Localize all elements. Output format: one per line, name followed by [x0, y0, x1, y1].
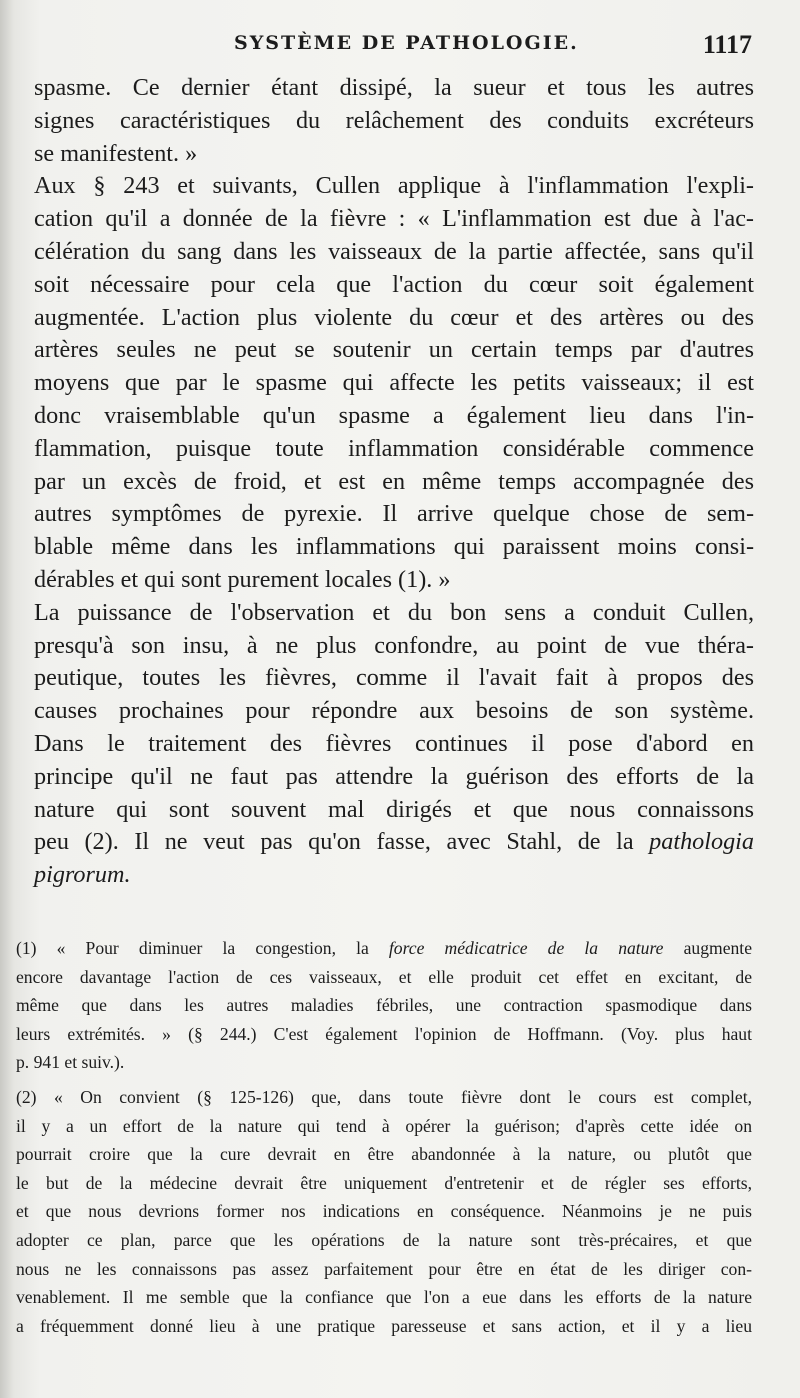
text-line: La puissance de l'observation et du bon sens a conduit Cullen,	[34, 598, 754, 626]
text-line	[34, 826, 754, 859]
main-text	[34, 72, 754, 892]
text-line: Dans le traitement des fièvres continues il pose d'abord en	[34, 729, 754, 757]
text-line: Aux § 243 et suivants, Cullen applique à l'inflammation l'expli-	[34, 172, 754, 200]
text-line: spasme. Ce dernier étant dissipé, la sueur et tous les autres	[34, 74, 754, 101]
text-line: moyens que par le spasme qui affecte les petits vaisseaux; il est	[34, 369, 754, 397]
text-span: augmente	[683, 938, 752, 958]
footnote-line: (2) « On convient (§ 125-126) que, dans toute fièvre dont le cours est complet,	[16, 1086, 752, 1107]
footnote-line: leurs extrémités. » (§ 244.) C'est également l'opinion de Hoffmann. (Voy. plus haut	[16, 1023, 752, 1044]
footnote-line: il y a un effort de la nature qui tend à opérer la guérison; d'après cette idée on	[16, 1115, 752, 1136]
text-line	[34, 859, 754, 892]
text-line: dérables et qui sont purement locales (1). »	[34, 565, 451, 593]
footnote-line: adopter ce plan, parce que les opérations de la nature sont très-précaires, et que	[16, 1229, 752, 1250]
footnote-line: le but de la médecine devrait être uniquement d'entretenir et de régler ses efforts,	[16, 1172, 752, 1193]
text-line: célération du sang dans les vaisseaux de la partie affectée, sans qu'il	[34, 237, 754, 265]
footnote-line: pourrait croire que la cure devrait en être abandonnée à la nature, ou plutôt que	[16, 1144, 752, 1165]
text-span: (1) « Pour diminuer la congestion, la	[16, 938, 369, 958]
page-number: 1117	[702, 30, 752, 59]
footnotes	[16, 934, 752, 1340]
italic-text: pathologia	[649, 828, 754, 856]
italic-text: force médicatrice de la nature	[388, 938, 664, 958]
text-line: causes prochaines pour répondre aux besoins de son système.	[34, 697, 754, 725]
text-line: par un excès de froid, et est en même temps accompagnée des	[34, 467, 754, 495]
text-line: principe qu'il ne faut pas attendre la guérison des efforts de la	[34, 762, 754, 790]
text-line: augmentée. L'action plus violente du cœur et des artères ou des	[34, 303, 754, 331]
italic-text: pigrorum.	[34, 861, 131, 889]
text-line: nature qui sont souvent mal dirigés et que nous connaissons	[34, 795, 754, 823]
text-line: autres symptômes de pyrexie. Il arrive quelque chose de sem-	[34, 500, 754, 528]
running-title: SYSTÈME DE PATHOLOGIE.	[234, 32, 579, 54]
footnote-line: venablement. Il me semble que la confiance que l'on a eue dans les efforts de la nature	[16, 1287, 752, 1308]
text-line: peutique, toutes les fièvres, comme il l'avait fait à propos des	[34, 664, 754, 692]
text-line: artères seules ne peut se soutenir un certain temps par d'autres	[34, 336, 754, 364]
text-line: presqu'à son insu, à ne plus confondre, au point de vue théra-	[34, 631, 754, 659]
footnote-line: et que nous devrions former nos indications en conséquence. Néanmoins je ne puis	[16, 1201, 752, 1222]
text-line: donc vraisemblable qu'un spasme a également lieu dans l'in-	[34, 401, 754, 429]
text-line: cation qu'il a donnée de la fièvre : « L'inflammation est due à l'ac-	[34, 205, 754, 233]
text-span: peu (2). Il ne veut pas qu'on fasse, avec Stahl, de la	[34, 828, 634, 856]
footnote-line: nous ne les connaissons pas assez parfaitement pour être en état de les diriger con-	[16, 1258, 752, 1279]
text-line: soit nécessaire pour cela que l'action du cœur soit également	[34, 270, 754, 298]
text-line: signes caractéristiques du relâchement des conduits excréteurs	[34, 106, 754, 134]
text-line: se manifestent. »	[34, 139, 198, 167]
footnote-line: même que dans les autres maladies fébriles, une contraction spasmodique dans	[16, 995, 752, 1016]
page-header	[34, 32, 752, 66]
text-line: flammation, puisque toute inflammation considérable commence	[34, 434, 754, 462]
footnote-line: p. 941 et suiv.).	[16, 1052, 125, 1073]
footnote-line	[16, 934, 752, 963]
footnote-line: encore davantage l'action de ces vaisseaux, et elle produit cet effet en excitant, de	[16, 966, 752, 987]
text-line: blable même dans les inflammations qui paraissent moins consi-	[34, 533, 754, 561]
footnote-line: a fréquemment donné lieu à une pratique paresseuse et sans action, et il y a lieu	[16, 1315, 752, 1336]
